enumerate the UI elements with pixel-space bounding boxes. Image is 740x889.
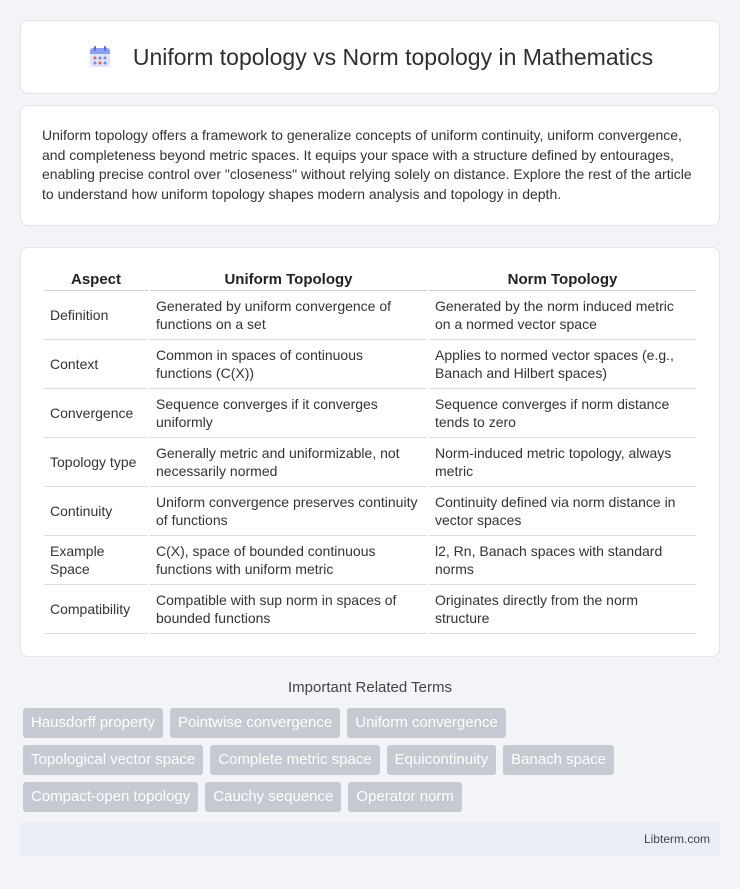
footer-site-link[interactable]: Libterm.com: [643, 832, 710, 846]
norm-cell: Generated by the norm induced metric on a normed vector space: [429, 291, 696, 340]
footer: [20, 822, 720, 856]
calendar-grid-icon: [87, 44, 113, 70]
column-header-norm: Norm Topology: [429, 269, 696, 291]
related-term-tag[interactable]: Uniform convergence: [347, 708, 506, 738]
uniform-cell: Common in spaces of continuous functions (C(X)): [150, 340, 427, 389]
norm-cell: Originates directly from the norm structure: [429, 585, 696, 634]
intro-text: Uniform topology offers a framework to generalize concepts of uniform continuity, uniform convergence, and completeness beyond metric spaces. It equips your space with a structure defined by entourages, enabling precise control over "closeness" without relying solely on distance. Explore the rest of the article to understand how uniform topology shapes modern analysis and topology in depth.: [42, 127, 692, 202]
column-header-uniform: Uniform Topology: [150, 269, 427, 291]
uniform-cell: Compatible with sup norm in spaces of bounded functions: [150, 585, 427, 634]
table-row: [44, 487, 696, 536]
related-term-tag[interactable]: Topological vector space: [23, 745, 203, 775]
table-header-row: [44, 269, 696, 291]
norm-cell: Continuity defined via norm distance in vector spaces: [429, 487, 696, 536]
comparison-table: [42, 269, 698, 634]
intro-card: [20, 105, 720, 226]
related-term-tag[interactable]: Cauchy sequence: [205, 782, 341, 812]
aspect-cell: Example Space: [44, 536, 148, 585]
aspect-cell: Convergence: [44, 389, 148, 438]
aspect-cell: Definition: [44, 291, 148, 340]
aspect-cell: Compatibility: [44, 585, 148, 634]
tag-row: [23, 708, 723, 738]
tag-row: [23, 745, 723, 775]
table-row: [44, 536, 696, 585]
related-term-tag[interactable]: Hausdorff property: [23, 708, 163, 738]
related-term-tag[interactable]: Pointwise convergence: [170, 708, 340, 738]
related-terms-title: Important Related Terms: [288, 679, 452, 696]
column-header-aspect: Aspect: [44, 269, 148, 291]
uniform-cell: Generated by uniform convergence of functions on a set: [150, 291, 427, 340]
uniform-cell: Generally metric and uniformizable, not necessarily normed: [150, 438, 427, 487]
aspect-cell: Continuity: [44, 487, 148, 536]
related-term-tag[interactable]: Compact-open topology: [23, 782, 198, 812]
norm-cell: l2, Rn, Banach spaces with standard norms: [429, 536, 696, 585]
table-row: [44, 438, 696, 487]
table-row: [44, 291, 696, 340]
page-title: Uniform topology vs Norm topology in Mathematics: [132, 43, 654, 70]
uniform-cell: Sequence converges if it converges uniformly: [150, 389, 427, 438]
norm-cell: Norm-induced metric topology, always metric: [429, 438, 696, 487]
aspect-cell: Context: [44, 340, 148, 389]
table-row: [44, 340, 696, 389]
related-term-tag[interactable]: Equicontinuity: [387, 745, 496, 775]
norm-cell: Sequence converges if norm distance tends to zero: [429, 389, 696, 438]
title-card: [20, 20, 720, 94]
uniform-cell: C(X), space of bounded continuous functions with uniform metric: [150, 536, 427, 585]
tag-row: [23, 782, 723, 812]
norm-cell: Applies to normed vector spaces (e.g., Banach and Hilbert spaces): [429, 340, 696, 389]
table-row: [44, 585, 696, 634]
uniform-cell: Uniform convergence preserves continuity of functions: [150, 487, 427, 536]
related-terms-list: [23, 708, 723, 812]
related-term-tag[interactable]: Banach space: [503, 745, 614, 775]
table-row: [44, 389, 696, 438]
comparison-card: [20, 247, 720, 657]
related-term-tag[interactable]: Complete metric space: [210, 745, 379, 775]
related-term-tag[interactable]: Operator norm: [348, 782, 462, 812]
aspect-cell: Topology type: [44, 438, 148, 487]
